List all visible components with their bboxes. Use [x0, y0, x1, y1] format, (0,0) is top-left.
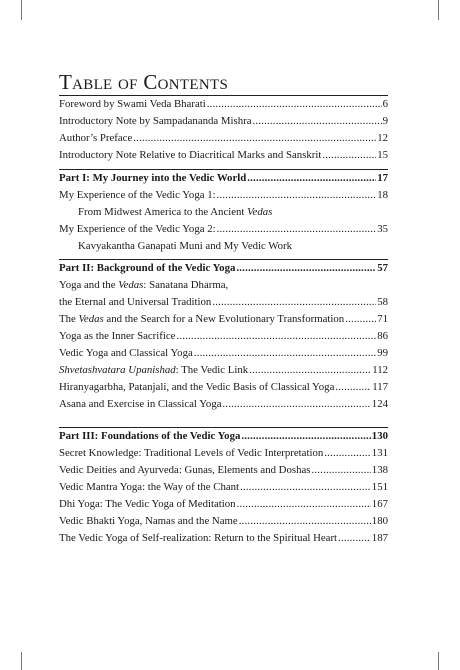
toc-entry-introductory-note[interactable]: Introductory Note by Sampadananda Mishra ..... 9 — [59, 113, 388, 130]
toc-entry-mantra-yoga[interactable]: Vedic Mantra Yoga: the Way of the Chant ..... 151 — [59, 479, 388, 496]
toc-entry-yoga-and-vedas[interactable]: the Eternal and Universal Tradition ..... 58 — [59, 294, 388, 311]
toc-entry-dhi-yoga[interactable]: Dhi Yoga: The Vedic Yoga of Meditation ..... 167 — [59, 496, 388, 513]
toc-entry-experience-2[interactable]: My Experience of the Vedic Yoga 2: ..... 35 — [59, 221, 388, 238]
toc-part1-heading[interactable]: Part I: My Journey into the Vedic World ..... 17 — [59, 170, 388, 187]
toc-entry-bhakti-yoga[interactable]: Vedic Bhakti Yoga, Namas and the Name ..... 180 — [59, 513, 388, 530]
toc-part3-heading[interactable]: Part III: Foundations of the Vedic Yoga ..... 130 — [59, 428, 388, 445]
crop-mark-top-left — [21, 0, 22, 20]
crop-mark-top-right — [438, 0, 439, 20]
toc-entry-asana[interactable]: Asana and Exercise in Classical Yoga ..... 124 — [59, 396, 388, 413]
toc-entry-secret-knowledge[interactable]: Secret Knowledge: Traditional Levels of Vedic Interpretation ..... 131 — [59, 445, 388, 462]
toc-entry-vedas-search[interactable]: The Vedas and the Search for a New Evolutionary Transformation ..... 71 — [59, 311, 388, 328]
toc-entry-diacritical-note[interactable]: Introductory Note Relative to Diacritical Marks and Sanskrit ..... 15 — [59, 147, 388, 164]
toc-entry-vedic-and-classical[interactable]: Vedic Yoga and Classical Yoga ..... 99 — [59, 345, 388, 362]
toc-entry-yoga-and-vedas-line1: Yoga and the Vedas: Sanatana Dharma, — [59, 279, 229, 291]
crop-mark-bottom-right — [438, 652, 439, 670]
toc-entry-experience-1-subtitle: From Midwest America to the Ancient Vedas — [78, 206, 273, 218]
toc-entry-hiranyagarbha[interactable]: Hiranyagarbha, Patanjali, and the Vedic Basis of Classical Yoga ..... 117 — [59, 379, 388, 396]
toc-entry-self-realization[interactable]: The Vedic Yoga of Self-realization: Return to the Spiritual Heart ..... 187 — [59, 530, 388, 547]
toc-entry-shvetashvatara[interactable]: Shvetashvatara Upanishad: The Vedic Link ..... 112 — [59, 362, 388, 379]
toc-entry-inner-sacrifice[interactable]: Yoga as the Inner Sacrifice ..... 86 — [59, 328, 388, 345]
toc-entry-deities-ayurveda[interactable]: Vedic Deities and Ayurveda: Gunas, Elements and Doshas ..... 138 — [59, 462, 388, 479]
page-title: Table of Contents — [59, 70, 229, 94]
toc-entry-experience-2-subtitle: Kavyakantha Ganapati Muni and My Vedic Work — [78, 240, 293, 252]
toc-entry-authors-preface[interactable]: Author’s Preface ..... 12 — [59, 130, 388, 147]
toc-entry-foreword[interactable]: Foreword by Swami Veda Bharati ..... 6 — [59, 96, 388, 113]
crop-mark-bottom-left — [21, 652, 22, 670]
toc-part2-heading[interactable]: Part II: Background of the Vedic Yoga ..... 57 — [59, 260, 388, 277]
toc-entry-experience-1[interactable]: My Experience of the Vedic Yoga 1: ..... 18 — [59, 187, 388, 204]
